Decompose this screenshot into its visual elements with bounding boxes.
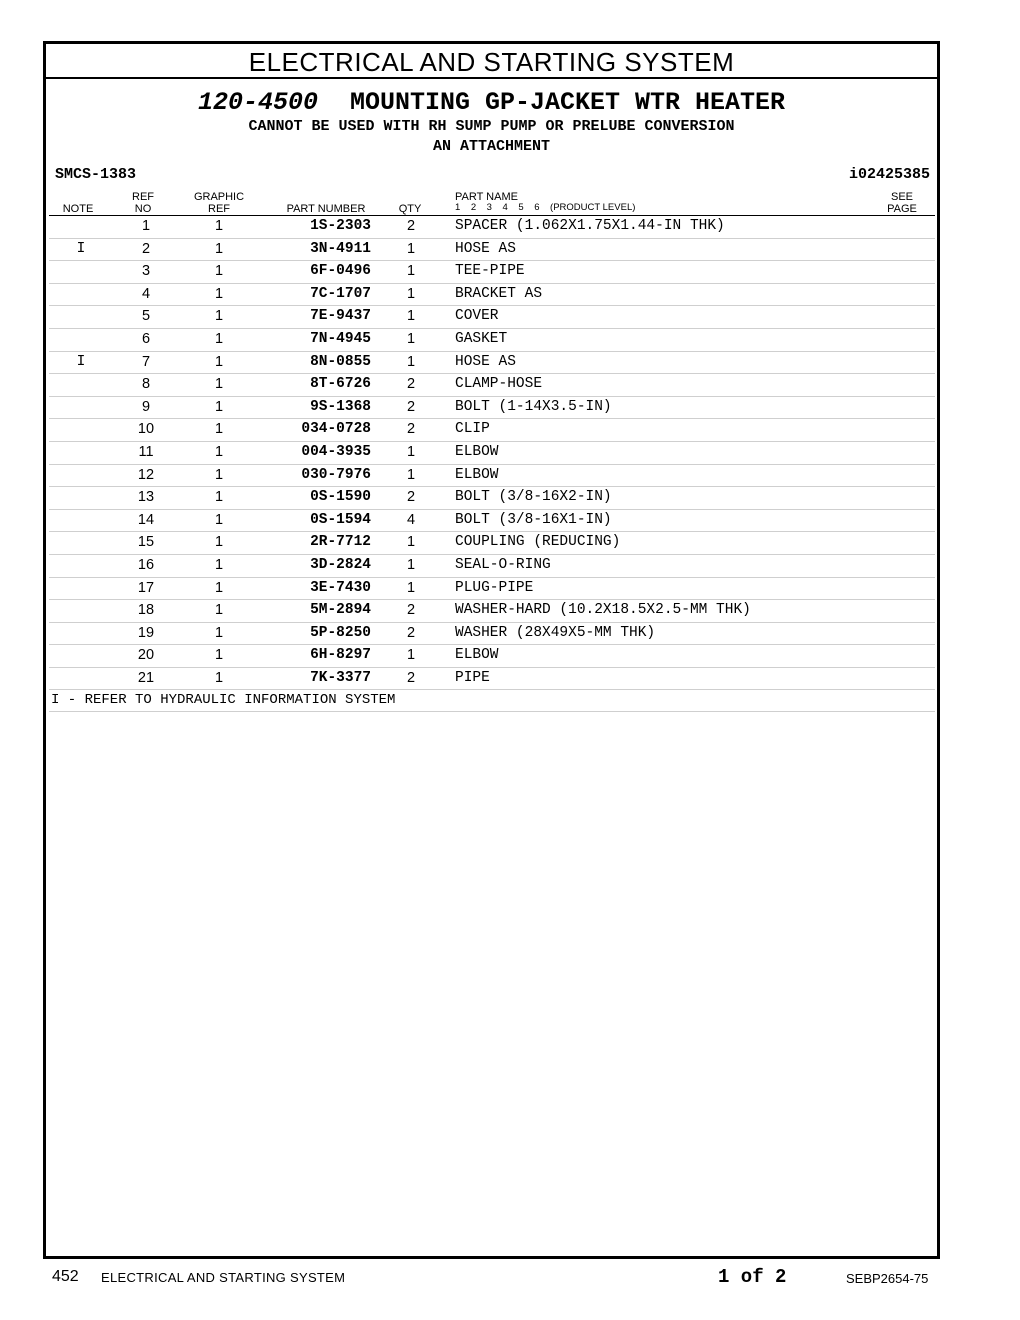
cell-part-number: 7C-1707 — [310, 285, 371, 302]
cell-part-name: COUPLING (REDUCING) — [455, 534, 621, 551]
cell-part-name: CLIP — [455, 421, 490, 438]
table-row — [49, 329, 935, 352]
cell-part-number: 0S-1590 — [310, 489, 371, 506]
table-row — [49, 623, 935, 646]
cell-part-number: 004-3935 — [301, 443, 371, 460]
cell-part-number: 7N-4945 — [310, 330, 371, 347]
cell-graphic-ref: 1 — [214, 669, 224, 686]
illustration-id: i02425385 — [848, 166, 930, 183]
cell-qty: 1 — [406, 285, 416, 302]
table-row — [49, 532, 935, 555]
cell-part-number: 6F-0496 — [310, 263, 371, 280]
cell-graphic-ref: 1 — [214, 556, 224, 573]
cell-qty: 2 — [406, 218, 416, 234]
cell-graphic-ref: 1 — [214, 398, 224, 415]
cell-ref-no: 2 — [141, 240, 151, 257]
table-row — [49, 555, 935, 578]
cell-graphic-ref: 1 — [214, 534, 224, 551]
cell-part-name: ELBOW — [455, 443, 499, 460]
cell-part-name: HOSE AS — [455, 353, 516, 370]
group-number: 120-4500 — [197, 88, 318, 117]
cell-qty: 2 — [406, 602, 416, 619]
table-row — [49, 578, 935, 601]
cell-part-name: PLUG-PIPE — [455, 579, 534, 596]
cell-graphic-ref: 1 — [214, 489, 224, 506]
cell-graphic-ref: 1 — [214, 511, 224, 528]
cell-qty: 1 — [406, 308, 416, 325]
smcs-code: SMCS-1383 — [55, 166, 137, 183]
cell-graphic-ref: 1 — [214, 263, 224, 280]
cell-qty: 1 — [406, 556, 416, 573]
cell-ref-no: 20 — [137, 647, 155, 664]
cell-part-number: 5P-8250 — [310, 624, 371, 641]
table-row — [49, 374, 935, 397]
footer-document-number: SEBP2654-75 — [846, 1271, 929, 1286]
table-row — [49, 239, 935, 262]
cell-graphic-ref: 1 — [214, 376, 224, 393]
cell-part-number: 5M-2894 — [310, 602, 371, 619]
cell-part-number: 2R-7712 — [310, 534, 371, 551]
table-row — [49, 442, 935, 465]
cell-qty: 1 — [406, 647, 416, 664]
cell-part-name: ELBOW — [455, 647, 499, 664]
table-row — [49, 645, 935, 668]
cell-ref-no: 8 — [141, 376, 151, 393]
cell-graphic-ref: 1 — [214, 647, 224, 664]
cell-part-number: 034-0728 — [301, 421, 371, 438]
cell-qty: 2 — [406, 398, 416, 415]
cell-qty: 2 — [406, 669, 416, 686]
cell-qty: 1 — [406, 330, 416, 347]
cell-part-name: GASKET — [455, 330, 508, 347]
group-note-line-1: CANNOT BE USED WITH RH SUMP PUMP OR PRELUBE CONVERSION — [248, 118, 735, 135]
cell-qty: 1 — [406, 466, 416, 483]
cell-qty: 2 — [406, 421, 416, 438]
table-row — [49, 510, 935, 533]
cell-ref-no: 4 — [141, 285, 151, 302]
cell-ref-no: 5 — [141, 308, 151, 325]
cell-ref-no: 10 — [137, 421, 155, 438]
table-row — [49, 600, 935, 623]
cell-ref-no: 13 — [137, 489, 155, 506]
cell-part-name: BOLT (3/8-16X2-IN) — [455, 489, 612, 506]
table-row — [49, 397, 935, 420]
table-row — [49, 487, 935, 510]
table-row — [49, 668, 935, 691]
section-title: ELECTRICAL AND STARTING SYSTEM — [46, 44, 937, 79]
header-product-level: 1 2 3 4 5 6 (PRODUCT LEVEL) — [455, 202, 636, 213]
cell-part-name: CLAMP-HOSE — [455, 376, 543, 393]
group-name: MOUNTING GP-JACKET WTR HEATER — [349, 88, 786, 117]
table-row — [49, 284, 935, 307]
parts-table — [49, 216, 935, 712]
header-see-top: SEE — [890, 191, 913, 203]
header-ref-top: REF — [132, 191, 154, 203]
cell-qty: 1 — [406, 353, 416, 370]
cell-ref-no: 1 — [141, 218, 151, 234]
cell-graphic-ref: 1 — [214, 240, 224, 257]
cell-part-number: 7E-9437 — [310, 308, 371, 325]
cell-part-name: BOLT (1-14X3.5-IN) — [455, 398, 612, 415]
cell-ref-no: 7 — [141, 353, 151, 370]
cell-graphic-ref: 1 — [214, 443, 224, 460]
cell-ref-no: 15 — [137, 534, 155, 551]
cell-graphic-ref: 1 — [214, 421, 224, 438]
cell-graphic-ref: 1 — [214, 602, 224, 619]
cell-part-number: 030-7976 — [301, 466, 371, 483]
cell-ref-no: 14 — [137, 511, 155, 528]
cell-qty: 1 — [406, 534, 416, 551]
cell-graphic-ref: 1 — [214, 624, 224, 641]
header-ref-bottom: NO — [134, 203, 152, 215]
page-frame — [43, 41, 940, 1259]
cell-graphic-ref: 1 — [214, 218, 224, 234]
cell-qty: 2 — [406, 376, 416, 393]
table-row — [49, 352, 935, 375]
cell-part-name: WASHER-HARD (10.2X18.5X2.5-MM THK) — [455, 602, 751, 619]
cell-part-name: TEE-PIPE — [455, 263, 525, 280]
cell-qty: 1 — [406, 579, 416, 596]
cell-part-number: 7K-3377 — [310, 669, 371, 686]
cell-ref-no: 18 — [137, 602, 155, 619]
cell-part-name: WASHER (28X49X5-MM THK) — [455, 624, 656, 641]
cell-part-number: 6H-8297 — [310, 647, 371, 664]
cell-graphic-ref: 1 — [214, 353, 224, 370]
table-row — [49, 465, 935, 488]
cell-part-name: SEAL-O-RING — [455, 556, 551, 573]
cell-qty: 2 — [406, 624, 416, 641]
header-note: NOTE — [62, 203, 94, 215]
cell-part-number: 8N-0855 — [310, 353, 371, 370]
cell-ref-no: 21 — [137, 669, 155, 686]
cell-part-number: 9S-1368 — [310, 398, 371, 415]
cell-graphic-ref: 1 — [214, 285, 224, 302]
cell-part-number: 3N-4911 — [310, 240, 371, 257]
group-heading — [46, 88, 937, 118]
cell-note: I — [76, 240, 86, 257]
cell-qty: 1 — [406, 240, 416, 257]
cell-part-name: PIPE — [455, 669, 490, 686]
cell-part-number: 3D-2824 — [310, 556, 371, 573]
cell-part-number: 3E-7430 — [310, 579, 371, 596]
footer-page-count: 1 of 2 — [718, 1266, 787, 1288]
cell-graphic-ref: 1 — [214, 579, 224, 596]
cell-part-name: ELBOW — [455, 466, 499, 483]
table-row — [49, 419, 935, 442]
cell-ref-no: 16 — [137, 556, 155, 573]
header-graphic-top: GRAPHIC — [193, 191, 245, 203]
footer-page-number: 452 — [52, 1268, 79, 1285]
header-graphic-bottom: REF — [208, 203, 230, 215]
cell-part-name: SPACER (1.062X1.75X1.44-IN THK) — [455, 218, 725, 234]
cell-ref-no: 11 — [138, 443, 154, 460]
cell-note: I — [76, 353, 86, 370]
cell-ref-no: 12 — [137, 466, 155, 483]
header-part-name: PART NAME — [455, 191, 518, 203]
cell-ref-no: 19 — [137, 624, 155, 641]
cell-qty: 4 — [406, 511, 416, 528]
table-row — [49, 306, 935, 329]
table-row — [49, 261, 935, 284]
cell-part-number: 1S-2303 — [310, 218, 371, 234]
cell-ref-no: 17 — [137, 579, 155, 596]
footnote-row — [49, 690, 935, 712]
cell-part-name: HOSE AS — [455, 240, 516, 257]
footer-section-title: ELECTRICAL AND STARTING SYSTEM — [101, 1270, 346, 1285]
cell-part-number: 0S-1594 — [310, 511, 371, 528]
cell-ref-no: 9 — [141, 398, 151, 415]
cell-graphic-ref: 1 — [214, 308, 224, 325]
cell-ref-no: 3 — [141, 263, 151, 280]
group-note-line-2: AN ATTACHMENT — [432, 138, 551, 155]
cell-ref-no: 6 — [141, 330, 151, 347]
cell-qty: 1 — [406, 263, 416, 280]
cell-part-name: BOLT (3/8-16X1-IN) — [455, 511, 612, 528]
header-see-bottom: PAGE — [887, 203, 917, 215]
table-row — [49, 216, 935, 239]
cell-graphic-ref: 1 — [214, 330, 224, 347]
header-part-number: PART NUMBER — [286, 203, 366, 215]
cell-part-number: 8T-6726 — [310, 376, 371, 393]
cell-part-name: BRACKET AS — [455, 285, 543, 302]
cell-graphic-ref: 1 — [214, 466, 224, 483]
footnote-text: I - REFER TO HYDRAULIC INFORMATION SYSTEM — [51, 692, 396, 709]
cell-qty: 2 — [406, 489, 416, 506]
cell-part-name: COVER — [455, 308, 499, 325]
header-qty: QTY — [398, 203, 422, 215]
cell-qty: 1 — [406, 443, 416, 460]
